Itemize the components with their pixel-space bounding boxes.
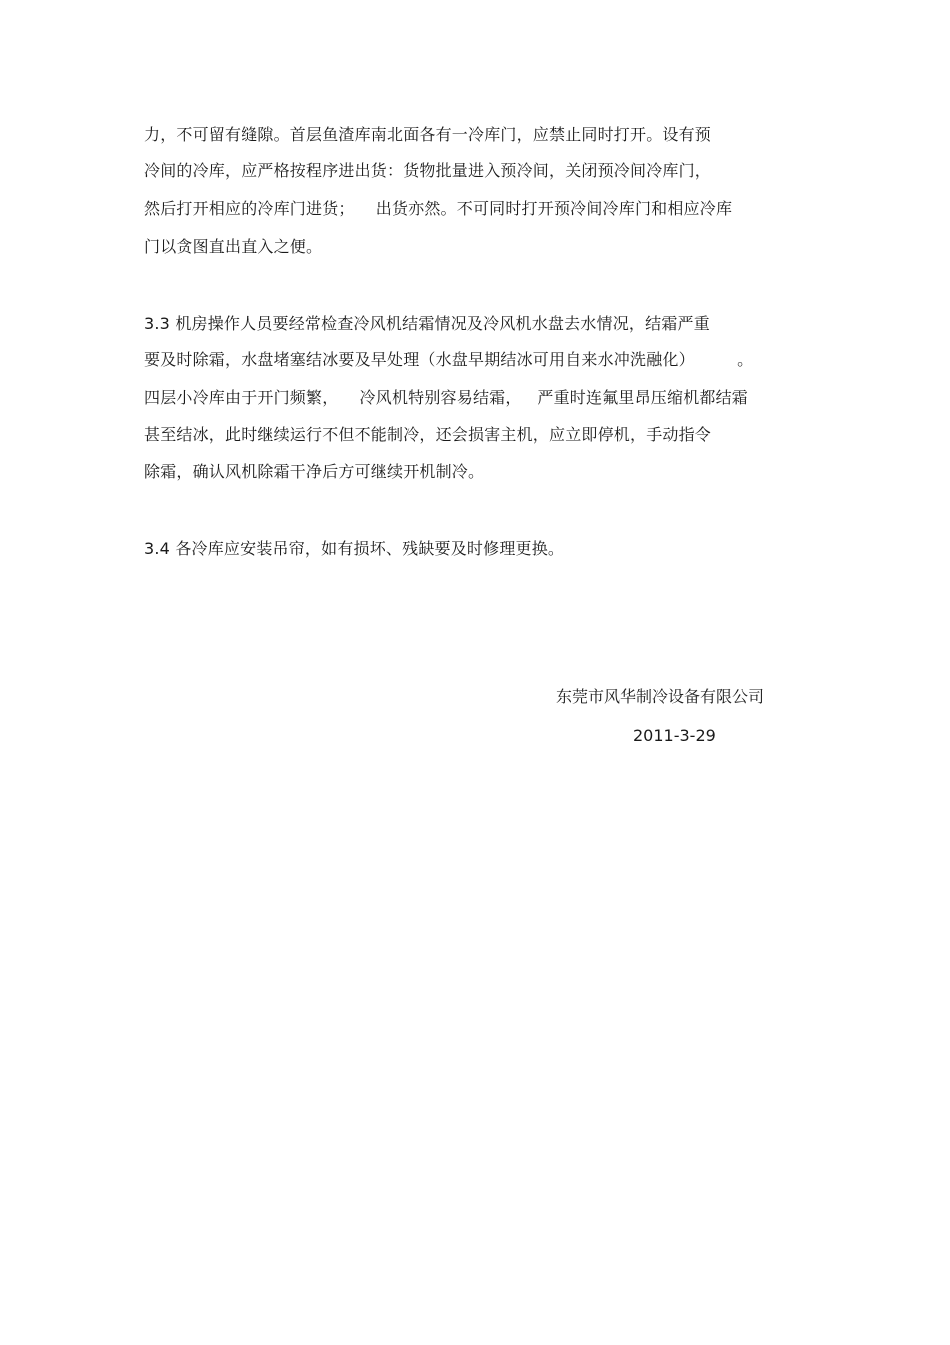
section-3-3-line-1: 3.3 机房操作人员要经常检查冷风机结霜情况及冷风机水盘去水情况，结霜严重 [144,314,710,333]
signature-date: 2011-3-29 [633,726,716,745]
section-3-3-line-5: 除霜，确认风机除霜干净后方可继续开机制冷。 [144,462,485,481]
paragraph-1-line-2: 冷间的冷库，应严格按程序进出货：货物批量进入预冷间，关闭预冷间冷库门， [144,161,712,180]
section-3-3-line-2: 要及时除霜，水盘堵塞结冰要及早处理（水盘早期结冰可用自来水冲洗融化） 。 [144,350,754,369]
section-3-3-line-4: 甚至结冰，此时继续运行不但不能制冷，还会损害主机，应立即停机，手动指令 [144,425,712,444]
paragraph-1-line-4: 门以贪图直出直入之便。 [144,237,323,256]
section-3-3-line-3: 四层小冷库由于开门频繁， 冷风机特别容易结霜， 严重时连氟里昂压缩机都结霜 [144,388,749,407]
paragraph-1-line-3: 然后打开相应的冷库门进货； 出货亦然。不可同时打开预冷间冷库门和相应冷库 [144,199,733,218]
section-3-4-line-1: 3.4 各冷库应安装吊帘，如有损坏、残缺要及时修理更换。 [144,539,565,558]
paragraph-1-line-1: 力，不可留有缝隙。首层鱼渣库南北面各有一冷库门，应禁止同时打开。设有预 [144,125,712,144]
signature-company: 东莞市风华制冷设备有限公司 [556,687,765,706]
